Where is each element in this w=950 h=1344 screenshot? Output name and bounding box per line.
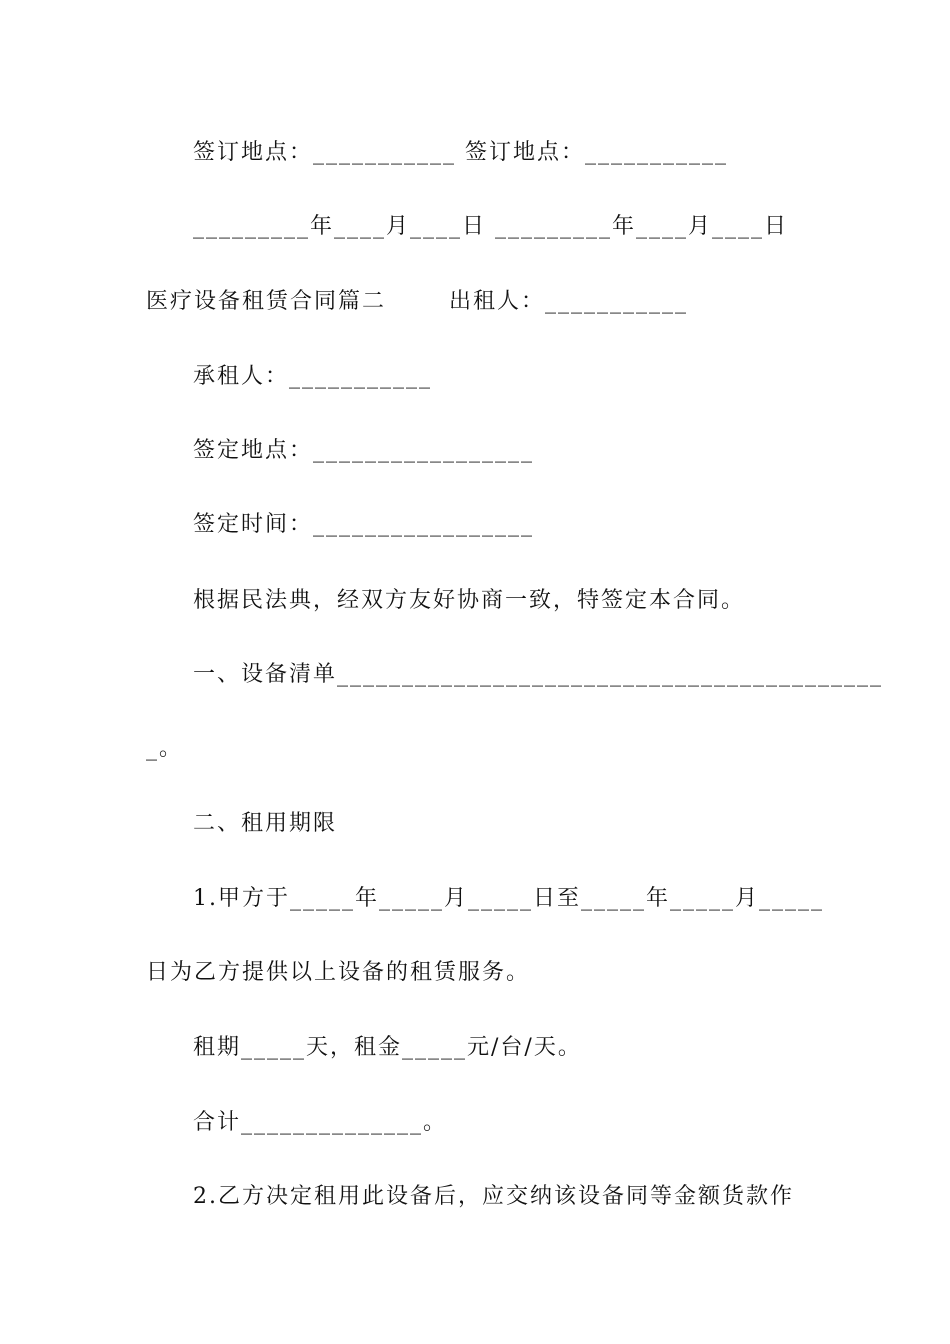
clause-1-line: 1.甲方于_____年_____月_____日至_____年_____月_____ [193,886,824,911]
sign-time-line: 签定时间：_________________ [193,512,535,537]
sign-place-line: 签定地点：_________________ [193,438,535,463]
clause-2-line: 2.乙方决定租用此设备后，应交纳该设备同等金额货款作 [193,1184,794,1209]
signing-place-line: 签订地点：___________ 签订地点：___________ [193,140,728,165]
equipment-list-continuation: _。 [146,736,184,761]
signing-date-line: _________年____月____日 _________年____月____日 [193,214,788,239]
equipment-list-heading: 一、设备清单__________________________________________ [193,662,884,687]
total-line: 合计______________。 [193,1110,448,1135]
section-title-lessor-line: 医疗设备租赁合同篇二 出租人：___________ [146,289,688,314]
preamble-paragraph: 根据民法典，经双方友好协商一致，特签定本合同。 [193,588,746,613]
clause-1-continuation: 日为乙方提供以上设备的租赁服务。 [146,960,531,985]
rental-period-heading: 二、租用期限 [193,811,338,836]
lessee-line: 承租人：___________ [193,364,433,389]
rent-terms-line: 租期_____天，租金_____元/台/天。 [193,1035,582,1060]
